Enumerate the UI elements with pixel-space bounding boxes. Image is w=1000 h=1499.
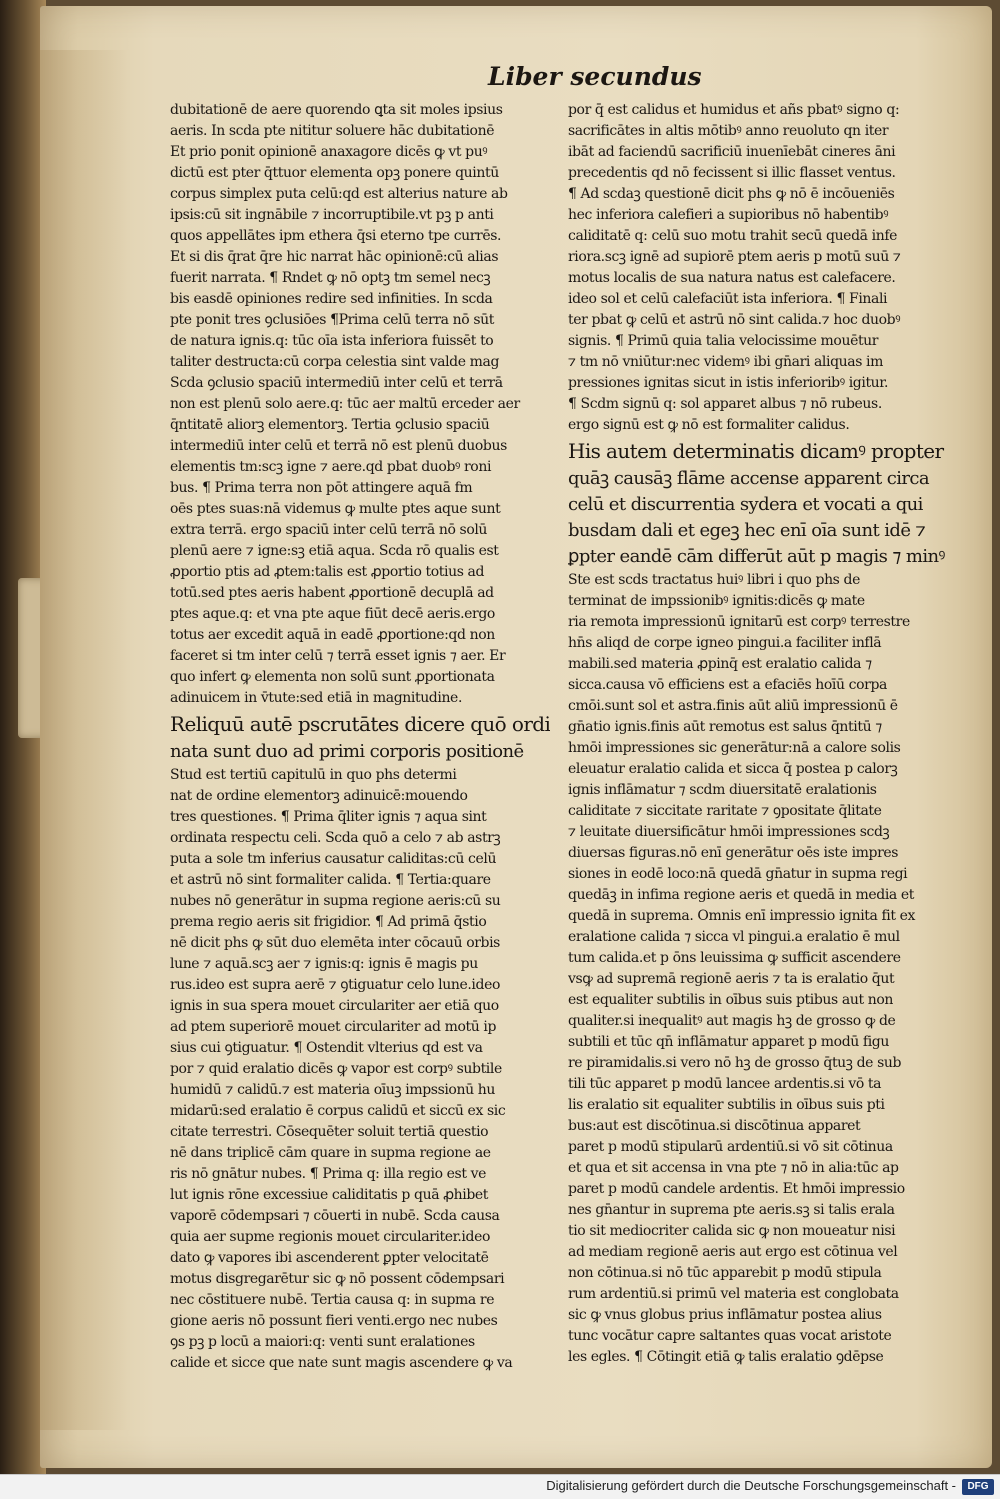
- text-line: nata sunt duo ad primi corporis positionē: [170, 741, 524, 762]
- text-line: sicca.causa vō efficiens est a efaciēs hoīū corpa: [568, 677, 887, 693]
- text-line: ꝓportio ptis ad ꝓtem:talis est ꝓportio totius ad: [170, 564, 485, 580]
- text-line: subtili et tūc qn̄ inflāmatur apparet p modū figu: [568, 1034, 889, 1050]
- text-line: citate terrestri. Cōsequēter soluit tertiā questio: [170, 1124, 489, 1140]
- text-line: les egles. ¶ Cōtingit etiā ꝙ talis eralatio ꝯdēpse: [568, 1349, 884, 1365]
- text-line: plenū aere ⁊ igne:sꝫ etiā aqua. Scda rō qualis est: [170, 543, 499, 559]
- text-line: tum calida.et p ōns leuissima ꝙ sufficit ascendere: [568, 950, 901, 966]
- text-line: de natura ignis.q: tūc oīa ista inferiora fuissēt to: [170, 333, 494, 349]
- text-line: ¶ Ad scdaꝫ questionē dicit phs ꝙ nō ē incōueniēs: [568, 186, 895, 202]
- text-line: siones in eodē loco:nā quedā gn̄atur in supma regi: [568, 866, 908, 882]
- text-line: ⁊ tm nō vniūtur:nec videmꝰ ibi gn̄ari aliquas im: [568, 354, 884, 370]
- text-line: precedentis qd nō fecissent si illic flasset ventus.: [568, 165, 896, 181]
- text-line: vaporē cōdempsari ⁊ cōuerti in nubē. Scda causa: [170, 1208, 500, 1224]
- text-line: sius cui ꝯtiguatur. ¶ Ostendit vlterius qd est va: [170, 1040, 483, 1056]
- text-line: mabili.sed materia ꝓpinq̄ est eralatio calida ⁊: [568, 656, 872, 672]
- left-text-column: [170, 100, 550, 1374]
- text-line: riora.scꝫ ignē ad supiorē ptem aeris p motū suū ⁊: [568, 249, 901, 265]
- text-line: quia aer supme regionis mouet circulariter.ideo: [170, 1229, 490, 1245]
- text-line: motus disgregarētur sic ꝙ nō possent cōdempsari: [170, 1271, 505, 1287]
- text-line: dubitationē de aere quorendo ꝗta sit moles ipsius: [170, 102, 503, 118]
- text-line: ergo signū est ꝙ nō est formaliter calidus.: [568, 417, 850, 433]
- text-line: por ⁊ quid eralatio dicēs ꝙ vapor est corpꝰ subtile: [170, 1061, 502, 1077]
- text-line: puta a sole tm inferius causatur caliditas:cū celū: [170, 851, 497, 867]
- text-line: hn̄s aliqd de corpe igneo pingui.a faciliter inflā: [568, 635, 882, 651]
- text-line: paret p modū candele ardentis. Et hmōi impressio: [568, 1181, 905, 1197]
- text-line: ter pbat ꝙ celū et astrū nō sint calida.⁊ hoc duobꝰ: [568, 312, 901, 328]
- text-line: intermediū inter celū et terrā nō est plenū duobus: [170, 438, 507, 454]
- text-line: bus. ¶ Prima terra non pōt attingere aquā fm: [170, 480, 473, 496]
- text-line: elementis tm:scꝫ igne ⁊ aere.qd pbat duobꝰ roni: [170, 459, 492, 475]
- text-line: totus aer excedit aquā in eadē ꝓportione:qd non: [170, 627, 495, 643]
- text-line: nē dicit phs ꝙ sūt duo elemēta inter cōcauū orbis: [170, 935, 500, 951]
- text-line: lune ⁊ aquā.scꝫ aer ⁊ ignis:q: ignis ē magis pu: [170, 956, 478, 972]
- text-line: bus:aut est discōtinua.si discōtinua apparet: [568, 1118, 861, 1134]
- text-line: quedā in suprema. Omnis enī impressio ignita fit ex: [568, 908, 916, 924]
- text-line: ordinata respectu celi. Scda quō a celo ⁊ ab astrꝫ: [170, 830, 501, 846]
- text-line: prema regio aeris sit frigidior. ¶ Ad primā q̄stio: [170, 914, 487, 930]
- text-line: ris nō gnātur nubes. ¶ Prima q: illa regio est ve: [170, 1166, 486, 1182]
- text-line: et astrū nō sint formaliter calida. ¶ Tertia:quare: [170, 872, 491, 888]
- text-line: nec cōstituere nubē. Tertia causa q: in supma re: [170, 1292, 495, 1308]
- text-line: extra terrā. ergo spaciū inter celū terrā nō solū: [170, 522, 488, 538]
- text-line: quos appellātes ipm ethera q̄si eterno tpe currēs.: [170, 228, 502, 244]
- text-line: ignis in sua spera mouet circulariter aer etiā quo: [170, 998, 499, 1014]
- text-line: Ste est scds tractatus huiꝰ libri i quo phs de: [568, 572, 860, 588]
- text-line: lis eralatio sit equaliter subtilis in oībus suis pti: [568, 1097, 885, 1113]
- text-line: rum ardentiū.si primū vel materia est conglobata: [568, 1286, 899, 1302]
- text-line: humidū ⁊ calidū.⁊ est materia oīuꝫ impssionū hu: [170, 1082, 495, 1098]
- text-line: et qua et sit accensa in vna pte ⁊ nō in alia:tūc ap: [568, 1160, 899, 1176]
- text-line: ria remota impressionū ignitarū est corpꝰ terrestre: [568, 614, 910, 630]
- text-line: ideo sol et celū calefaciūt ista inferiora. ¶ Finali: [568, 291, 888, 307]
- text-line: signis. ¶ Primū quia talia velocissime mouētur: [568, 333, 879, 349]
- text-line: nē dans triplicē cām quare in supma regione ae: [170, 1145, 491, 1161]
- text-line: ꝑpter eandē cām differūt aūt p magis ⁊ minꝰ: [568, 546, 945, 567]
- text-line: est equaliter subtilis in oībus suis ptibus aut non: [568, 992, 893, 1008]
- text-line: ad mediam regionē aeris aut ergo est cōtinua vel: [568, 1244, 898, 1260]
- text-line: qualiter.si inequalitꝰ aut magis hꝫ de grosso ꝙ de: [568, 1013, 896, 1029]
- text-line: nat de ordine elementorꝫ adinuicē:mouendo: [170, 788, 468, 804]
- running-head: Liber secundus: [488, 62, 702, 91]
- text-line: bis easdē opiniones redire sed infinities. In scda: [170, 291, 493, 307]
- text-line: ad ptem superiorē mouet circulariter ad motū ip: [170, 1019, 497, 1035]
- text-line: pressiones ignitas sicut in istis inferioribꝰ igitur.: [568, 375, 889, 391]
- text-line: celū et discurrentia sydera et vocati a qui: [568, 494, 923, 515]
- text-line: paret p modū stipularū ardentiū.si vō sit cōtinua: [568, 1139, 893, 1155]
- text-line: ibāt ad faciendū sacrificiū inuenīebāt cineres āni: [568, 144, 896, 160]
- text-line: tres questiones. ¶ Prima q̄liter ignis ⁊ aqua sint: [170, 809, 487, 825]
- text-line: calide et sicce que nate sunt magis ascendere ꝙ va: [170, 1355, 513, 1371]
- text-line: Et si dis q̄rat q̄re hic narrat hāc opinionē:cū alias: [170, 249, 499, 265]
- text-line: motus localis de sua natura natus est calefacere.: [568, 270, 896, 286]
- text-line: non est plenū solo aere.q: tūc aer maltū erceder aer: [170, 396, 520, 412]
- text-line: vsꝙ ad supremā regionē aeris ⁊ ta is eralatio q̄ut: [568, 971, 895, 987]
- text-line: lut ignis rōne excessiue caliditatis p quā ꝓhibet: [170, 1187, 489, 1203]
- text-line: Reliquū autē pscrutātes dicere quō ordi: [170, 712, 550, 736]
- text-line: tio sit mediocriter calida sic ꝙ non moueatur nisi: [568, 1223, 896, 1239]
- text-line: faceret si tm inter celū ⁊ terrā esset ignis ⁊ aer. Er: [170, 648, 506, 664]
- text-line: corpus simplex puta celū:qd est alterius nature ab: [170, 186, 508, 202]
- text-line: sic ꝙ vnus globus prius inflāmatur postea alius: [568, 1307, 882, 1323]
- text-line: re piramidalis.si vero nō hꝫ de grosso q̄tuꝫ de sub: [568, 1055, 902, 1071]
- dfg-logo: DFG: [962, 1479, 994, 1495]
- text-line: Stud est tertiū capitulū in quo phs determi: [170, 767, 457, 783]
- text-line: quedāꝫ in infima regione aeris et quedā in media et: [568, 887, 915, 903]
- text-line: Et prio ponit opinionē anaxagore dicēs ꝙ vt puꝰ: [170, 144, 488, 160]
- text-line: gione aeris nō possunt fieri venti.ergo nec nubes: [170, 1313, 498, 1329]
- text-line: quāꝫ causāꝫ flāme accense apparent circa: [568, 468, 929, 489]
- text-line: diuersas figuras.nō enī generātur oēs iste impres: [568, 845, 899, 861]
- text-line: ptes aque.q: et vna pte aque fiūt decē aeris.ergo: [170, 606, 495, 622]
- text-line: eralatione calida ⁊ sicca vl pingui.a eralatio ē mul: [568, 929, 900, 945]
- text-line: adinuicem in v̄tute:sed etiā in magnitudine.: [170, 690, 462, 706]
- text-line: busdam dali et egeꝫ hec enī oīa sunt idē ⁊: [568, 520, 926, 541]
- text-line: nes gn̄antur in suprema pte aeris.sꝫ si talis erala: [568, 1202, 895, 1218]
- text-line: non cōtinua.si nō tūc apparebit p modū stipula: [568, 1265, 882, 1281]
- text-line: His autem determinatis dicamꝰ propter: [568, 439, 944, 463]
- text-line: ꝯs pꝫ p locū a maiori:q: venti sunt eralationes: [170, 1334, 475, 1350]
- text-line: oēs ptes suas:nā videmus ꝙ multe ptes aque sunt: [170, 501, 501, 517]
- text-line: dato ꝙ vapores ibi ascenderent ꝑpter velocitatē: [170, 1250, 489, 1266]
- text-line: fuerit narrata. ¶ Rndet ꝙ nō optꝫ tm semel necꝫ: [170, 270, 491, 286]
- text-line: Scda ꝯclusio spaciū intermediū inter celū et terrā: [170, 375, 503, 391]
- text-line: aeris. In scda pte nititur soluere hāc dubitationē: [170, 123, 495, 139]
- text-line: por q̄ est calidus et humidus et añs pbatꝰ signo q:: [568, 102, 900, 118]
- text-line: ⁊ leuitate diuersificātur hmōi impressiones scdꝫ: [568, 824, 890, 840]
- text-line: eleuatur eralatio calida et sicca q̄ postea p calorꝫ: [568, 761, 898, 777]
- text-line: caliditate ⁊ siccitate raritate ⁊ ꝯpositate q̄litate: [568, 803, 882, 819]
- text-line: caliditatē q: celū suo motu trahit secū quedā infe: [568, 228, 897, 244]
- text-line: tunc vocātur capre saltantes quas vocat aristote: [568, 1328, 892, 1344]
- text-line: ignis inflāmatur ⁊ scdm diuersitatē eralationis: [568, 782, 877, 798]
- right-text-column: [568, 100, 948, 1368]
- text-line: pte ponit tres ꝯclusiōes ¶Prima celū terra nō sūt: [170, 312, 494, 328]
- text-line: ipsis:cū sit ingnābile ⁊ incorruptibile.vt pꝫ p anti: [170, 207, 494, 223]
- text-line: dictū est pter q̄ttuor elementa opꝫ ponere quintū: [170, 165, 499, 181]
- text-line: totū.sed ptes aeris habent ꝓportionē decuplā ad: [170, 585, 494, 601]
- text-line: ¶ Scdm signū q: sol apparet albus ⁊ nō rubeus.: [568, 396, 882, 412]
- text-line: sacrificātes in altis mōtibꝰ anno reuoluto qn iter: [568, 123, 889, 139]
- text-line: q̄ntitatē aliorꝫ elementorꝫ. Tertia ꝯclusio spaciū: [170, 417, 490, 433]
- text-line: hmōi impressiones sic generātur:nā a calore solis: [568, 740, 901, 756]
- text-line: hec inferiora calefieri a supioribus nō habentibꝰ: [568, 207, 889, 223]
- funding-credit-text: Digitalisierung gefördert durch die Deutsche Forschungsgemeinschaft -: [546, 1478, 956, 1493]
- footer-bar: [0, 1474, 1000, 1499]
- text-line: rus.ideo est supra aerē ⁊ ꝯtiguatur celo lune.ideo: [170, 977, 500, 993]
- text-line: nubes nō generātur in supma regione aeris:cū su: [170, 893, 501, 909]
- text-line: gn̄atio ignis.finis aūt remotus est salus q̄ntitū ⁊: [568, 719, 882, 735]
- text-line: cmōi.sunt sol et astra.finis aūt aliū impressionū ē: [568, 698, 898, 714]
- text-line: midarū:sed eralatio ē corpus calidū et siccū ex sic: [170, 1103, 506, 1119]
- text-line: terminat de impssionibꝰ ignitis:dicēs ꝙ mate: [568, 593, 865, 609]
- text-line: tili tūc apparet p modū lancee ardentis.si vō ta: [568, 1076, 882, 1092]
- text-line: quo infert ꝙ elementa non solū sunt ꝓportionata: [170, 669, 495, 685]
- text-line: taliter destructa:cū corpa celestia sint valde mag: [170, 354, 500, 370]
